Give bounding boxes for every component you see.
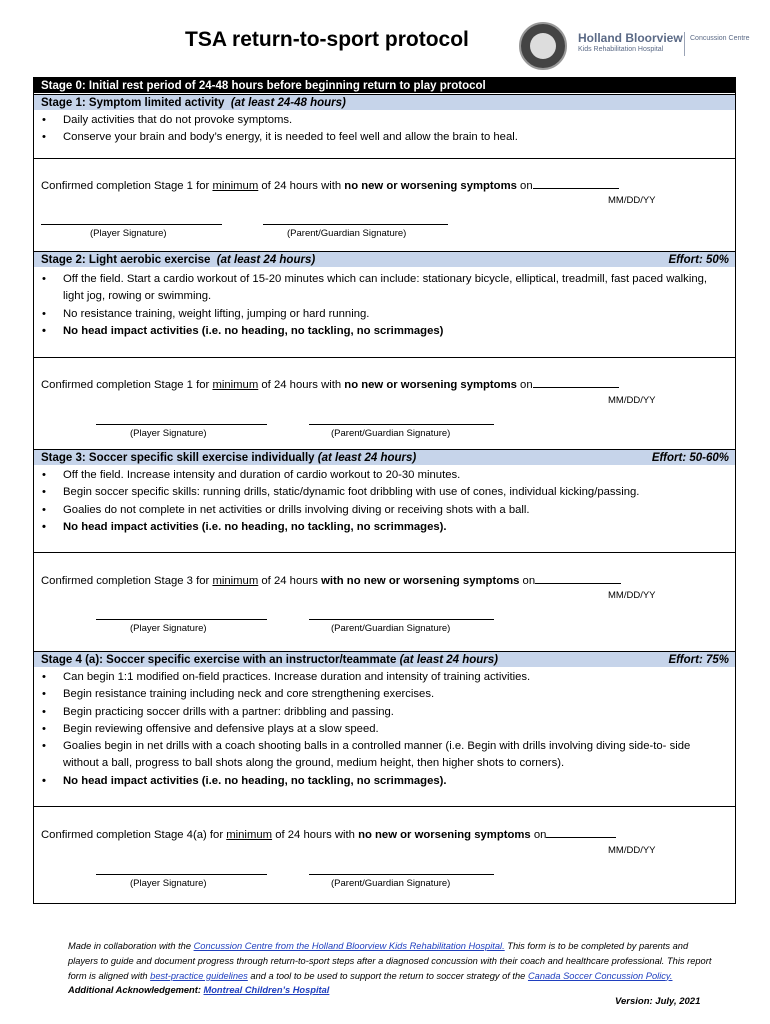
list-item: • Begin practicing soccer drills with a partner: dribbling and passing. — [34, 704, 724, 721]
list-item: • Can begin 1:1 modified on-field practices. Increase duration and intensity of training activities. — [34, 669, 724, 686]
date-format-label: MM/DD/YY — [608, 590, 656, 601]
page-title: TSA return-to-sport protocol — [185, 28, 469, 51]
parent-signature-line[interactable] — [263, 224, 448, 225]
player-signature-label: (Player Signature) — [90, 228, 167, 239]
player-signature-line[interactable] — [96, 424, 267, 425]
org-name: Holland Bloorview — [578, 31, 683, 45]
divider — [34, 552, 735, 553]
parent-signature-line[interactable] — [309, 424, 494, 425]
stage3-label: Stage 3: Soccer specific skill exercise individually — [41, 452, 315, 464]
date-field[interactable] — [533, 377, 619, 388]
stage4-list — [34, 669, 724, 790]
concussion-centre-link[interactable]: Concussion Centre from the Holland Bloorview Kids Rehabilitation Hospital. — [193, 941, 505, 951]
divider — [34, 806, 735, 807]
logo-center-icon — [530, 33, 556, 59]
stage2-duration: (at least 24 hours) — [216, 254, 316, 266]
stage4-effort: Effort: 75% — [668, 654, 729, 666]
list-item: • Begin reviewing offensive and defensive plays at a slow speed. — [34, 721, 724, 738]
list-item: • Goalies do not complete in net activities or drills involving diving or receiving shots with a ball. — [34, 502, 724, 519]
parent-signature-label: (Parent/Guardian Signature) — [331, 428, 451, 439]
parent-signature-label: (Parent/Guardian Signature) — [331, 878, 451, 889]
parent-signature-line[interactable] — [309, 619, 494, 620]
player-signature-line[interactable] — [41, 224, 222, 225]
player-signature-label: (Player Signature) — [130, 878, 207, 889]
stage0-bar — [34, 77, 735, 93]
list-item: • Off the field. Start a cardio workout of 15-20 minutes which can include: stationary bicycle, elliptical, treadmill, fast paced walking, light jog, rowing or swimming. — [34, 271, 724, 306]
footer-note: Made in collaboration with the Concussion Centre from the Holland Bloorview Kids Rehabilitation Hospital. This form is to be completed by parents and players to guide and document progress through return-to-sport steps after a diagnosed concussion with their coach and healthcare professional. This report form is aligned with best-practice guidelines and a tool to be used to support the return to soccer strategy of the Canada Soccer Concussion Policy. Additional Acknowledgement: Montreal Children’s Hospital — [68, 941, 712, 996]
list-item: • Begin soccer specific skills: running drills, static/dynamic foot dribbling with use of cones, individual kicking/passing. — [34, 484, 724, 501]
stage3-confirm: Confirmed completion Stage 3 for minimum of 24 hours with no new or worsening symptoms on — [41, 573, 621, 587]
centre-label: Concussion Centre — [690, 35, 750, 42]
parent-signature-label: (Parent/Guardian Signature) — [331, 623, 451, 634]
date-field[interactable] — [546, 827, 616, 838]
player-signature-label: (Player Signature) — [130, 623, 207, 634]
list-item: • No head impact activities (i.e. no heading, no tackling, no scrimmages). — [34, 519, 724, 536]
player-signature-line[interactable] — [96, 619, 267, 620]
montreal-childrens-link[interactable]: Montreal Children’s Hospital — [203, 985, 330, 996]
list-item: • Off the field. Increase intensity and duration of cardio workout to 20-30 minutes. — [34, 467, 724, 484]
stage2-confirm: Confirmed completion Stage 1 for minimum of 24 hours with no new or worsening symptoms on — [41, 377, 619, 391]
org-subtitle: Kids Rehabilitation Hospital — [578, 46, 664, 53]
date-format-label: MM/DD/YY — [608, 845, 656, 856]
stage1-confirm: Confirmed completion Stage 1 for minimum of 24 hours with no new or worsening symptoms on — [41, 178, 619, 192]
list-item: • Daily activities that do not provoke symptoms. — [34, 112, 724, 129]
stage1-label: Stage 1: Symptom limited activity — [41, 97, 225, 109]
date-field[interactable] — [535, 573, 621, 584]
list-item: • No head impact activities (i.e. no heading, no tackling, no scrimmages) — [34, 323, 724, 340]
stage3-effort: Effort: 50-60% — [651, 452, 729, 464]
stage3-list — [34, 467, 724, 536]
stage4-bar — [34, 651, 735, 667]
stage2-label: Stage 2: Light aerobic exercise — [41, 254, 211, 266]
date-format-label: MM/DD/YY — [608, 195, 656, 206]
list-item: • No resistance training, weight lifting, jumping or hard running. — [34, 306, 724, 323]
list-item: • No head impact activities (i.e. no heading, no tackling, no scrimmages). — [34, 773, 724, 790]
stage0-label: Stage 0: Initial rest period of 24-48 hours before beginning return to play protocol — [41, 80, 486, 92]
player-signature-label: (Player Signature) — [130, 428, 207, 439]
soccer-club-logo — [519, 22, 567, 70]
stage1-list — [34, 112, 724, 147]
stage2-effort: Effort: 50% — [668, 254, 729, 266]
stage1-bar — [34, 94, 735, 110]
stage1-duration: (at least 24-48 hours) — [230, 97, 346, 109]
parent-signature-label: (Parent/Guardian Signature) — [287, 228, 407, 239]
version-label: Version: July, 2021 — [615, 996, 701, 1007]
parent-signature-line[interactable] — [309, 874, 494, 875]
stage4-confirm: Confirmed completion Stage 4(a) for minimum of 24 hours with no new or worsening symptoms on — [41, 827, 616, 841]
list-item: • Conserve your brain and body’s energy, it is needed to feel well and allow the brain to heal. — [34, 129, 724, 146]
divider — [34, 357, 735, 358]
stage2-bar — [34, 251, 735, 267]
player-signature-line[interactable] — [96, 874, 267, 875]
list-item: • Begin resistance training including neck and core strengthening exercises. — [34, 686, 724, 703]
stage2-list — [34, 271, 724, 340]
list-item: • Goalies begin in net drills with a coach shooting balls in a controlled manner (i.e. Begin with drills involving diving side-to- side without a ball, progress to ball shots along the ground, medium height, then higher shots to corners). — [34, 738, 724, 773]
policy-link[interactable]: Canada Soccer Concussion Policy. — [527, 970, 673, 981]
divider — [34, 158, 735, 159]
stage4-duration: (at least 24 hours) — [399, 654, 498, 666]
stage4-label: Stage 4 (a): Soccer specific exercise with an instructor/teammate — [41, 654, 397, 666]
date-format-label: MM/DD/YY — [608, 395, 656, 406]
date-field[interactable] — [533, 178, 619, 189]
guidelines-link[interactable]: best-practice guidelines — [150, 970, 248, 981]
logo-divider — [684, 32, 685, 56]
stage3-bar — [34, 449, 735, 465]
stage3-duration: (at least 24 hours) — [317, 452, 417, 464]
